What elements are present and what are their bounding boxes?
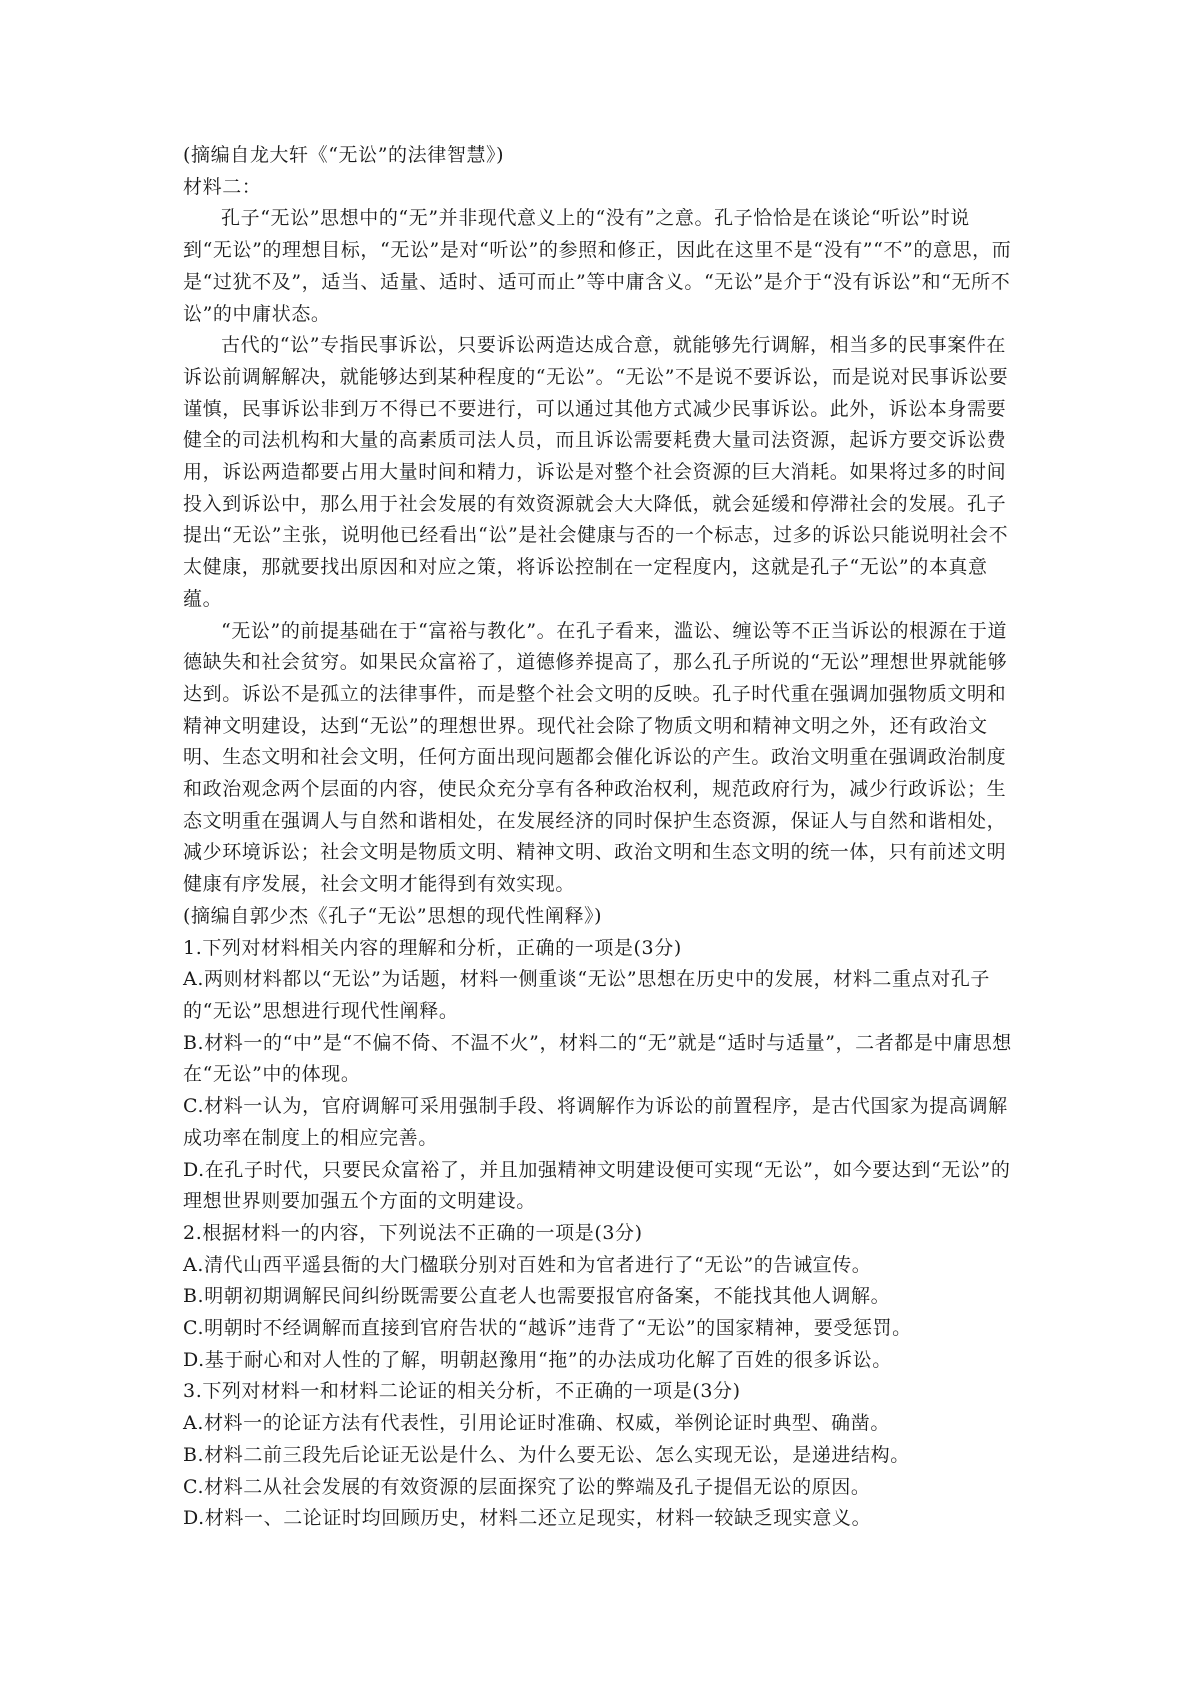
question-1-option-d: D.在孔子时代，只要民众富裕了，并且加强精神文明建设便可实现“无讼”，如今要达到“无讼”的理想世界则要加强五个方面的文明建设。 <box>183 1158 1011 1213</box>
question-1-option-a: A.两则材料都以“无讼”为话题，材料一侧重谈“无讼”思想在历史中的发展，材料二重点对孔子的“无讼”思想进行现代性阐释。 <box>183 968 991 1022</box>
question-2-option-a: A.清代山西平遥县衙的大门楹联分别对百姓和为官者进行了“无讼”的告诫宣传。 <box>183 1253 872 1276</box>
page-content <box>183 140 1015 1535</box>
question-2-option-c: C.明朝时不经调解而直接到官府告状的“越诉”违背了“无讼”的国家精神，要受惩罚。 <box>183 1317 912 1340</box>
question-3-option-b: B.材料二前三段先后论证无讼是什么、为什么要无讼、怎么实现无讼，是递进结构。 <box>183 1443 910 1466</box>
material1-source: (摘编自龙大轩《“无讼”的法律智慧》) <box>183 144 505 166</box>
material2-paragraph: 孔子“无讼”思想中的“无”并非现代意义上的“没有”之意。孔子恰恰是在谈论“听讼”时说到“无讼”的理想目标，“无讼”是对“听讼”的参照和修正，因此在这里不是“没有”“不”的意思，而是“过犹不及”，适当、适量、适时、适可而止”等中庸含义。“无讼”是介于“没有诉讼”和“无所不讼”的中庸状态。 <box>183 207 1012 325</box>
question-3-option-a: A.材料一的论证方法有代表性，引用论证时准确、权威，举例论证时典型、确凿。 <box>183 1412 890 1435</box>
material2-source: (摘编自郭少杰《孔子“无讼”思想的现代性阐释》) <box>183 904 603 927</box>
question-2-option-b: B.明朝初期调解民间纠纷既需要公直老人也需要报官府备案，不能找其他人调解。 <box>183 1285 891 1308</box>
question-1-stem: 1.下列对材料相关内容的理解和分析，正确的一项是(3分) <box>183 936 682 959</box>
question-3-stem: 3.下列对材料一和材料二论证的相关分析，不正确的一项是(3分) <box>183 1380 741 1403</box>
material2-paragraph: 古代的“讼”专指民事诉讼，只要诉讼两造达成合意，就能够先行调解，相当多的民事案件在诉讼前调解解决，就能够达到某种程度的“无讼”。“无讼”不是说不要诉讼，而是说对民事诉讼要谨慎，民事诉讼非到万不得已不要进行，可以通过其他方式减少民事诉讼。此外，诉讼本身需要健全的司法机构和大量的高素质司法人员，而且诉讼需要耗费大量司法资源，起诉方要交诉讼费用，诉讼两造都要占用大量时间和精力，诉讼是对整个社会资源的巨大消耗。如果将过多的时间投入到诉讼中，那么用于社会发展的有效资源就会大大降低，就会延缓和停滞社会的发展。孔子提出“无讼”主张，说明他已经看出“讼”是社会健康与否的一个标志，过多的诉讼只能说明社会不太健康，那就要找出原因和对应之策，将诉讼控制在一定程度内，这就是孔子“无讼”的本真意蕴。 <box>183 334 1009 610</box>
question-2-stem: 2.根据材料一的内容，下列说法不正确的一项是(3分) <box>183 1221 643 1244</box>
question-1-option-c: C.材料一认为，官府调解可采用强制手段、将调解作为诉讼的前置程序，是古代国家为提高调解成功率在制度上的相应完善。 <box>183 1095 1008 1149</box>
question-1-option-b: B.材料一的“中”是“不偏不倚、不温不火”，材料二的“无”就是“适时与适量”，二者都是中庸思想在“无讼”中的体现。 <box>183 1031 1012 1086</box>
material2-paragraph: “无讼”的前提基础在于“富裕与教化”。在孔子看来，滥讼、缠讼等不正当诉讼的根源在于道德缺失和社会贫穷。如果民众富裕了，道德修养提高了，那么孔子所说的“无讼”理想世界就能够达到。诉讼不是孤立的法律事件，而是整个社会文明的反映。孔子时代重在强调加强物质文明和精神文明建设，达到“无讼”的理想世界。现代社会除了物质文明和精神文明之外，还有政治文明、生态文明和社会文明，任何方面出现问题都会催化诉讼的产生。政治文明重在强调政治制度和政治观念两个层面的内容，使民众充分享有各种政治权利，规范政府行为，减少行政诉讼；生态文明重在强调人与自然和谐相处，在发展经济的同时保护生态资源，保证人与自然和谐相处，减少环境诉讼；社会文明是物质文明、精神文明、政治文明和生态文明的统一体，只有前述文明健康有序发展，社会文明才能得到有效实现。 <box>183 619 1008 896</box>
question-2-option-d: D.基于耐心和对人性的了解，明朝赵豫用“拖”的办法成功化解了百姓的很多诉讼。 <box>183 1348 892 1371</box>
question-3-option-c: C.材料二从社会发展的有效资源的层面探究了讼的弊端及孔子提倡无讼的原因。 <box>183 1475 871 1498</box>
question-3-option-d: D.材料一、二论证时均回顾历史，材料二还立足现实，材料一较缺乏现实意义。 <box>183 1507 872 1530</box>
material2-heading: 材料二： <box>183 175 262 198</box>
